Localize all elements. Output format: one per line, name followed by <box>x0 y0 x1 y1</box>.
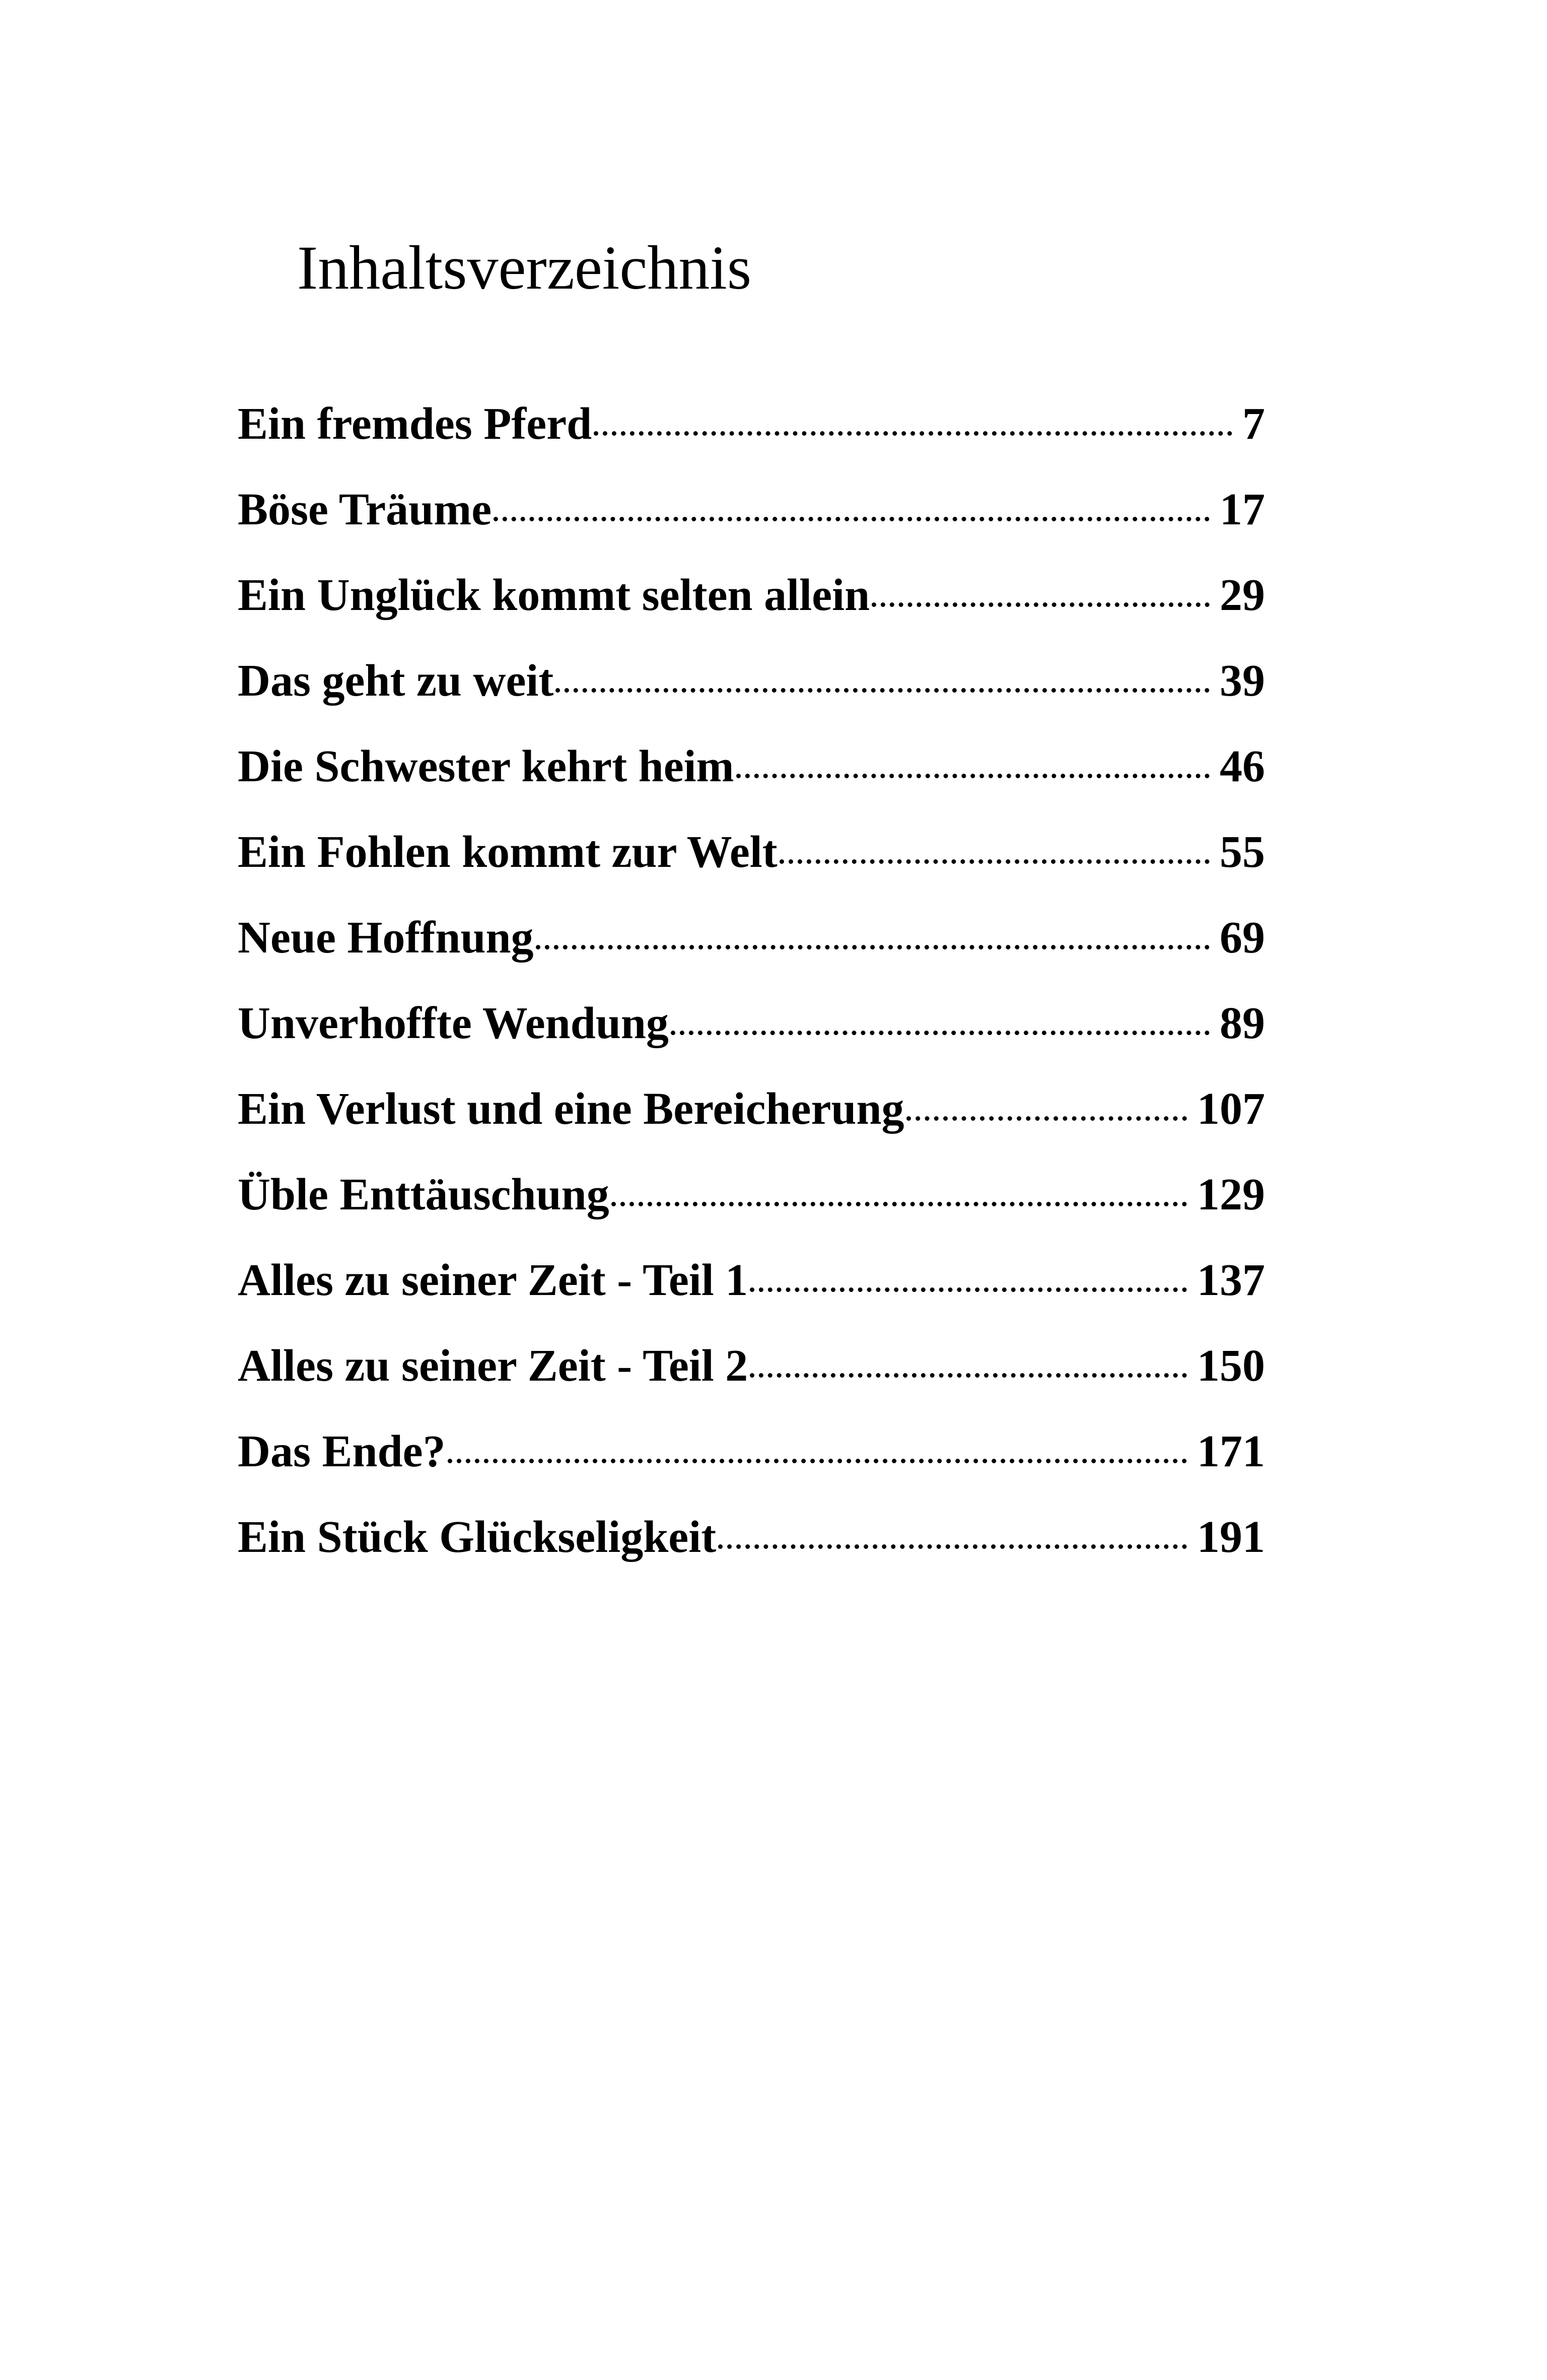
table-of-contents <box>238 398 1265 1597</box>
toc-entry <box>238 1511 1265 1597</box>
dot-leader <box>555 688 1210 693</box>
toc-entry <box>238 1425 1265 1511</box>
toc-entry <box>238 484 1265 569</box>
toc-entry-title: Das geht zu weit <box>238 656 554 706</box>
toc-entry-page-number: 150 <box>1197 1341 1265 1391</box>
toc-entry-page-number: 171 <box>1197 1426 1265 1476</box>
toc-entry <box>238 997 1265 1083</box>
toc-entry-title: Neue Hoffnung <box>238 913 534 963</box>
toc-entry-page-number: 46 <box>1220 741 1265 791</box>
dot-leader <box>906 1116 1187 1121</box>
toc-entry <box>238 1169 1265 1254</box>
dot-leader <box>780 859 1210 864</box>
page-title: Inhaltsverzeichnis <box>297 233 752 302</box>
toc-entry <box>238 912 1265 997</box>
toc-entry-title: Ein Stück Glückseligkeit <box>238 1512 717 1562</box>
dot-leader <box>536 945 1210 949</box>
dot-leader <box>594 431 1232 436</box>
dot-leader <box>718 1544 1187 1549</box>
toc-entry <box>238 398 1265 484</box>
dot-leader <box>671 1031 1210 1035</box>
toc-entry-page-number: 89 <box>1220 998 1265 1048</box>
toc-entry-title: Die Schwester kehrt heim <box>238 741 734 791</box>
toc-entry-page-number: 129 <box>1197 1170 1265 1219</box>
toc-entry <box>238 569 1265 655</box>
toc-entry <box>238 826 1265 912</box>
dot-leader <box>750 1287 1187 1292</box>
toc-entry-title: Ein Fohlen kommt zur Welt <box>238 827 778 877</box>
toc-entry <box>238 1083 1265 1169</box>
toc-entry-title: Üble Enttäuschung <box>238 1170 609 1219</box>
toc-entry-title: Unverhoffte Wendung <box>238 998 669 1048</box>
dot-leader <box>448 1459 1187 1463</box>
toc-entry-title: Böse Träume <box>238 485 492 534</box>
toc-entry <box>238 655 1265 740</box>
dot-leader <box>872 602 1210 607</box>
toc-entry-page-number: 69 <box>1220 913 1265 963</box>
dot-leader <box>611 1202 1187 1206</box>
toc-entry <box>238 1340 1265 1425</box>
toc-entry-page-number: 7 <box>1242 399 1265 449</box>
toc-entry-page-number: 107 <box>1197 1084 1265 1134</box>
toc-entry <box>238 1254 1265 1340</box>
toc-entry-page-number: 191 <box>1197 1512 1265 1562</box>
dot-leader <box>750 1373 1187 1378</box>
toc-entry-title: Ein Verlust und eine Bereicherung <box>238 1084 904 1134</box>
toc-entry-page-number: 17 <box>1220 485 1265 534</box>
toc-entry-page-number: 29 <box>1220 570 1265 620</box>
toc-entry-title: Das Ende? <box>238 1426 446 1476</box>
toc-entry-title: Ein Unglück kommt selten allein <box>238 570 870 620</box>
toc-entry-page-number: 137 <box>1197 1255 1265 1305</box>
dot-leader <box>494 517 1210 521</box>
toc-entry <box>238 740 1265 826</box>
dot-leader <box>736 774 1210 778</box>
toc-entry-page-number: 55 <box>1220 827 1265 877</box>
toc-entry-title: Alles zu seiner Zeit - Teil 2 <box>238 1341 748 1391</box>
toc-entry-title: Alles zu seiner Zeit - Teil 1 <box>238 1255 748 1305</box>
toc-entry-page-number: 39 <box>1220 656 1265 706</box>
toc-entry-title: Ein fremdes Pferd <box>238 399 592 449</box>
